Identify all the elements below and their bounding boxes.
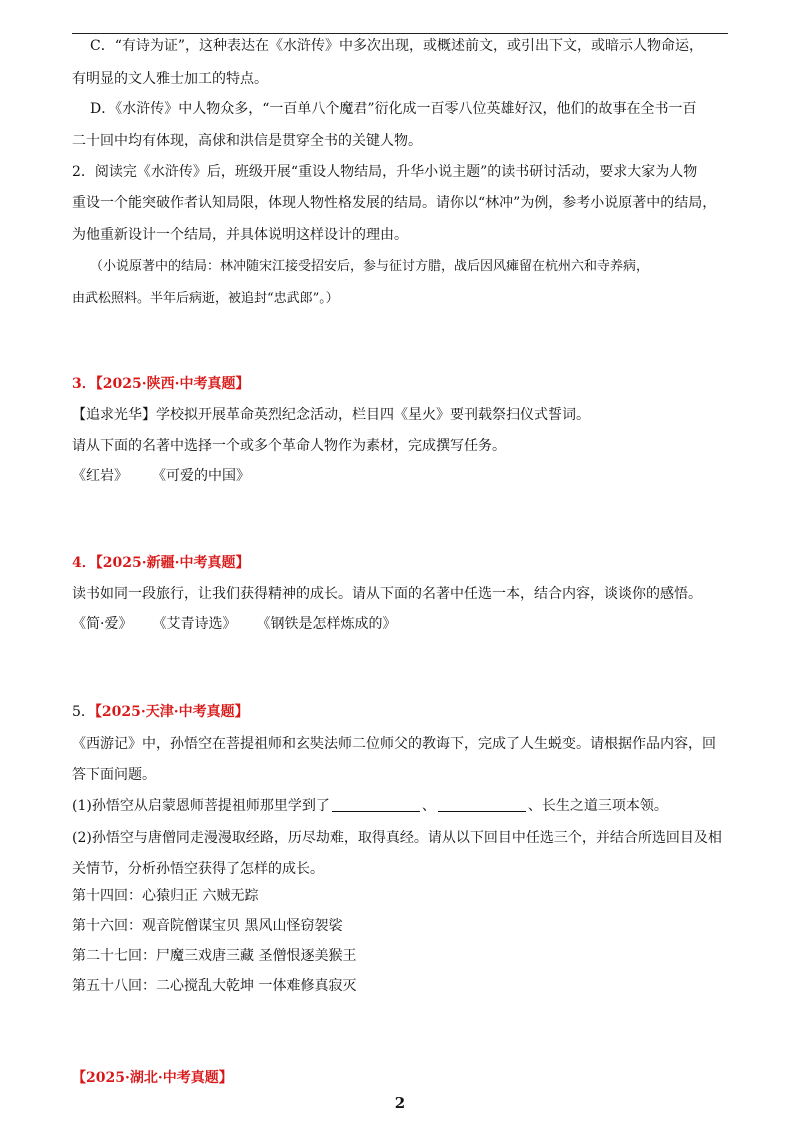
page-number: 2 (394, 1094, 406, 1112)
header-rule (72, 33, 728, 34)
chapter-item: 第五十八回：二心搅乱大乾坤 一体难修真寂灭 (72, 978, 357, 994)
q5-sub1 (72, 796, 668, 816)
chapter-item: 第二十七回：尸魔三戏唐三藏 圣僧恨逐美猴王 (72, 948, 357, 964)
q4-heading (72, 553, 249, 573)
q3-book-list (72, 466, 250, 486)
q5-line2: 答下面问题。 (72, 767, 156, 783)
q4-source-tag: 【2025·新疆·中考真题】 (95, 555, 250, 571)
q4-book: 《钢铁是怎样炼成的》 (256, 616, 397, 632)
q4-book: 《艾青诗选》 (152, 616, 237, 632)
q2-note-line2: 由武松照料。半年后病逝，被追封“忠武郎”。） (72, 291, 339, 306)
q3-line1: 【追求光华】学校拟开展革命英烈纪念活动，栏目四《星火》要刊载祭扫仪式誓词。 (72, 407, 590, 423)
q5-sub1-suffix: 、长生之道三项本领。 (527, 798, 668, 814)
q5-sub2-line2: 关情节，分析孙悟空获得了怎样的成长。 (72, 861, 324, 877)
q6-heading (72, 1068, 233, 1088)
q6-source-tag: 【2025·湖北·中考真题】 (72, 1070, 233, 1086)
q5-source-tag: 【2025·天津·中考真题】 (94, 704, 249, 720)
chapter-item: 第十六回：观音院僧谋宝贝 黑风山怪窃袈裟 (72, 918, 343, 934)
option-d-line2: 二十回中均有体现，高俅和洪信是贯穿全书的关键人物。 (72, 133, 422, 149)
q3-source-tag: 【2025·陕西·中考真题】 (95, 376, 250, 392)
option-c-line1: C．“有诗为证”，这种表达在《水浒传》中多次出现，或概述前文，或引出下文，或暗示人物命运， (90, 38, 704, 54)
option-d-line1: D．《水浒传》中人物众多，“一百单八个魔君”衍化成一百零八位英雄好汉，他们的故事在全书一百 (90, 101, 697, 117)
q5-line1: 《西游记》中，孙悟空在菩提祖师和玄奘法师二位师父的教诲下，完成了人生蜕变。请根据作品内容，回 (72, 736, 716, 752)
q4-book-list (72, 614, 396, 634)
q2-line3: 为他重新设计一个结局，并具体说明这样设计的理由。 (72, 227, 408, 243)
q3-book: 《红岩》 (72, 468, 128, 484)
q5-number: 5． (72, 704, 95, 720)
chapter-item: 第十四回：心猿归正 六贼无踪 (72, 888, 259, 904)
option-c-line2: 有明显的文人雅士加工的特点。 (72, 71, 268, 87)
q5-sub2-line1: (2)孙悟空与唐僧同走漫漫取经路，历尽劫难，取得真经。请从以下回目中任选三个，并结合所选回目及相 (72, 830, 722, 846)
q2-line1: 2．阅读完《水浒传》后，班级开展“重设人物结局，升华小说主题”的读书研讨活动，要求大家为人物 (72, 164, 698, 180)
q4-book: 《简·爱》 (72, 616, 133, 632)
q5-sub1-sep: 、 (421, 798, 436, 814)
q2-line2: 重设一个能突破作者认知局限，体现人物性格发展的结局。请你以“林冲”为例，参考小说原著中的结局， (72, 195, 717, 211)
q3-heading (72, 374, 249, 394)
answer-blank-2[interactable] (438, 797, 526, 812)
q3-number: 3． (72, 376, 96, 392)
q3-book: 《可爱的中国》 (152, 468, 250, 484)
q4-line1: 读书如同一段旅行，让我们获得精神的成长。请从下面的名著中任选一本，结合内容，谈谈你的感悟。 (72, 586, 702, 602)
q2-note-line1: （小说原著中的结局：林冲随宋江接受招安后，参与征讨方腊，战后因风瘫留在杭州六和寺养病， (90, 259, 650, 274)
q4-number: 4． (72, 555, 96, 571)
answer-blank-1[interactable] (332, 797, 420, 812)
q3-line2: 请从下面的名著中选择一个或多个革命人物作为素材，完成撰写任务。 (72, 438, 506, 454)
q5-sub1-prefix: (1)孙悟空从启蒙恩师菩提祖师那里学到了 (72, 798, 330, 814)
q5-heading (72, 702, 249, 722)
